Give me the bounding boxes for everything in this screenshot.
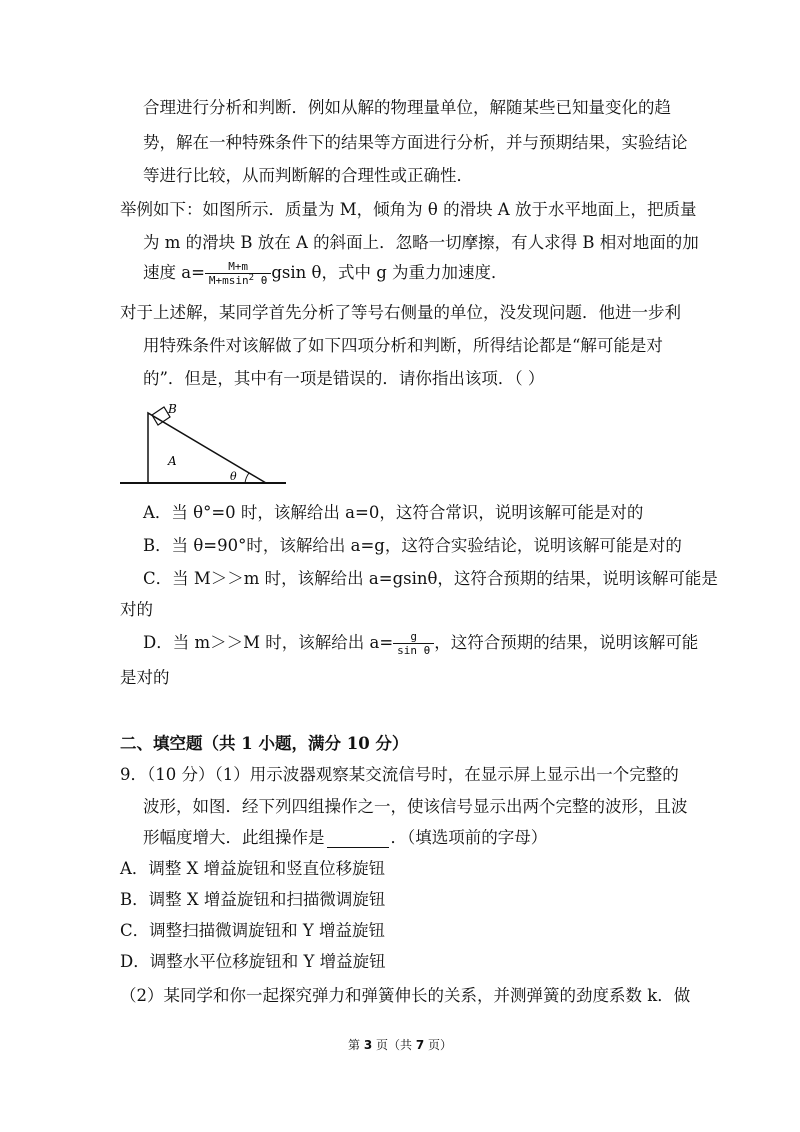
page-footer: 第 3 页（共 7 页） [347, 1038, 452, 1052]
q9-option-C: C．调整扫描微调旋钮和 Y 增益旋钮 [120, 921, 386, 940]
analysis-line-3: 的”．但是，其中有一项是错误的．请你指出该项．（ ） [143, 369, 545, 388]
formula-denominator: M+msin$^2$ θ [208, 273, 268, 287]
wedge-A [148, 413, 266, 483]
section-heading: 二、填空题（共 1 小题，满分 10 分） [120, 734, 409, 753]
intro-line-3: 等进行比较，从而判断解的合理性或正确性． [143, 166, 473, 185]
q9-part-2: （2）某同学和你一起探究弹力和弹簧伸长的关系，并测弹簧的劲度系数 k．做 [120, 986, 691, 1005]
page-total: 7 [415, 1038, 425, 1052]
q9-line-2: 波形，如图．经下列四组操作之一，使该信号显示出两个完整的波形，且波 [143, 797, 688, 816]
option-A: A．当 θ°=0 时，该解给出 a=0，这符合常识，说明该解可能是对的 [143, 503, 644, 522]
option-C-line-2: 对的 [120, 600, 153, 619]
example-line-2: 为 m 的滑块 B 放在 A 的斜面上．忽略一切摩擦，有人求得 B 相对地面的加 [143, 233, 699, 252]
intro-line-2: 势，解在一种特殊条件下的结果等方面进行分析，并与预期结果，实验结论 [143, 133, 688, 152]
label-theta: θ [230, 470, 237, 483]
q9-option-A: A．调整 X 增益旋钮和竖直位移旋钮 [120, 859, 386, 878]
option-C-line-1: C．当 M＞＞m 时，该解给出 a=gsinθ，这符合预期的结果，说明该解可能是 [143, 569, 718, 588]
angle-arc [245, 473, 249, 483]
analysis-line-1: 对于上述解，某同学首先分析了等号右侧量的单位，没发现问题．他进一步利 [120, 303, 681, 322]
q9-option-D: D．调整水平位移旋钮和 Y 增益旋钮 [120, 952, 386, 971]
option-D-line-2: 是对的 [120, 668, 170, 687]
formula-suffix: gsin θ，式中 g 为重力加速度． [271, 263, 508, 282]
option-D-fraction: $\frac{g}{\text{sin θ}}$ [393, 630, 434, 657]
q9-line-3: 形幅度增大．此组操作是 ．（填选项前的字母） [143, 828, 548, 847]
label-A: A [168, 454, 177, 468]
incline-figure [118, 395, 288, 490]
q9-line-1: 9．（10 分）（1）用示波器观察某交流信号时，在显示屏上显示出一个完整的 [120, 765, 679, 784]
acceleration-formula [205, 260, 271, 287]
option-D-line-1: D．当 m＞＞M 时，该解给出 a= $\frac{g}{\text{sin θ}}$ ，这符合预期的结果，说明该解可能 [143, 630, 699, 657]
example-line-1: 举例如下：如图所示．质量为 M，倾角为 θ 的滑块 A 放于水平地面上，把质量 [120, 200, 697, 219]
formula-numerator: M+m [205, 260, 271, 274]
formula-prefix: 速度 a= [143, 263, 205, 282]
page-number: 3 [363, 1038, 373, 1052]
q9-option-B: B．调整 X 增益旋钮和扫描微调旋钮 [120, 890, 386, 909]
example-line-3 [143, 260, 508, 287]
analysis-line-2: 用特殊条件对该解做了如下四项分析和判断，所得结论都是“解可能是对 [143, 336, 663, 355]
intro-line-1: 合理进行分析和判断．例如从解的物理量单位，解随某些已知量变化的趋 [143, 98, 671, 117]
label-B: B [168, 402, 177, 416]
option-B: B．当 θ=90°时，该解给出 a=g，这符合实验结论，说明该解可能是对的 [143, 536, 682, 555]
answer-blank[interactable] [327, 833, 389, 848]
